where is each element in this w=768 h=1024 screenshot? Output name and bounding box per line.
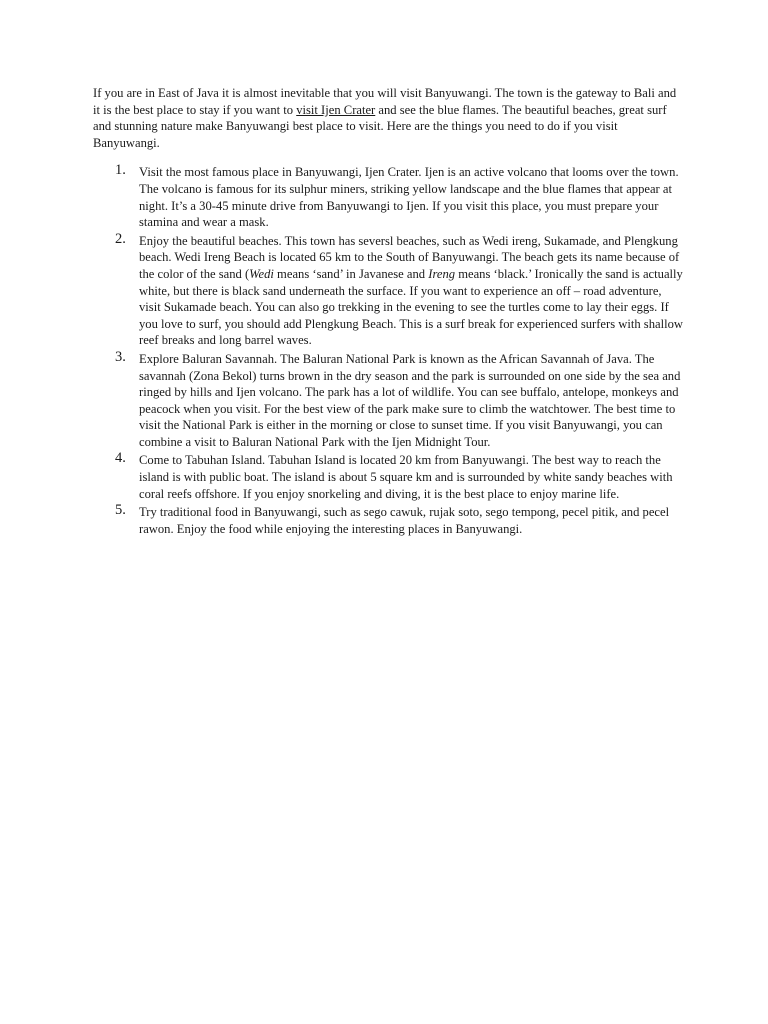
list-item-text: Come to Tabuhan Island. Tabuhan Island is located 20 km from Banyuwangi. The best way to reach the island is with public boat. The island is about 5 square km and is surrounded by white sandy beaches with coral reefs offshore. If you enjoy snorkeling and diving, it is the best place to enjoy marine life. xyxy=(139,453,673,501)
numbered-list xyxy=(93,164,683,537)
list-item-1 xyxy=(93,164,683,230)
list-item-5 xyxy=(93,504,683,537)
italic-word-wedi: Wedi xyxy=(249,266,274,281)
list-item-2 xyxy=(93,230,683,349)
list-number: 1. xyxy=(115,162,126,179)
list-item-4 xyxy=(93,452,683,502)
text-segment: means ‘black.’ Ironically the sand is actually white, but there is black sand underneath the surface. If you want to experience an off – road adventure, visit Sukamade beach. You can also go trekking in the evening to see the turtles come to lay their eggs. If you love to surf, you should add Plengkung Beach. This is a surf break for experienced surfers with shallow reef breaks and long barrel waves. xyxy=(139,266,683,348)
list-item-3 xyxy=(93,348,683,451)
text-segment: Enjoy the beautiful beaches. This town has seversl beaches, such as Wedi ireng, Sukamade, and Plengkung beach. Wedi Ireng Beach is located 65 km to the South of Banyuwangi. The beach gets its name because of the color of the sand ( xyxy=(139,233,680,281)
list-item-text: Try traditional food in Banyuwangi, such as sego cawuk, rujak soto, sego tempong, pecel pitik, and pecel rawon. Enjoy the food while enjoying the interesting places in Banyuwangi. xyxy=(139,505,670,536)
list-item-text xyxy=(139,234,683,348)
document-body xyxy=(93,85,683,539)
intro-paragraph xyxy=(93,85,683,151)
list-number: 5. xyxy=(115,502,126,519)
list-item-text: Explore Baluran Savannah. The Baluran National Park is known as the African Savannah of Java. The savannah (Zona Bekol) turns brown in the dry season and the park is surrounded on one side by the sea and ringed by hills and Ijen volcano. The park has a lot of wildlife. You can see buffalo, antelope, monkeys and peacock when you visit. For the best view of the park make sure to climb the watchtower. The best time to visit the National Park is either in the morning or close to sunset time. If you visit Banyuwangi, you can combine a visit to Baluran National Park with the Ijen Midnight Tour. xyxy=(139,351,681,449)
ijen-crater-link[interactable]: visit Ijen Crater xyxy=(296,102,376,117)
intro-text-before-link: If you are in East of Java it is almost inevitable that you will visit Banyuwangi. The town is the gateway to Bali and it is the best place to stay if you want to xyxy=(93,86,677,117)
italic-word-ireng: Ireng xyxy=(428,266,456,281)
intro-text-after-link: and see the blue flames. The beautiful beaches, great surf and stunning nature make Banyuwangi best place to visit. Here are the things you need to do if you visit Banyuwangi. xyxy=(93,102,667,150)
list-number: 3. xyxy=(115,348,126,365)
list-number: 4. xyxy=(115,450,126,467)
list-number: 2. xyxy=(115,230,126,247)
text-segment: means ‘sand’ in Javanese and xyxy=(273,266,429,281)
list-item-text: Visit the most famous place in Banyuwangi, Ijen Crater. Ijen is an active volcano that looms over the town. The volcano is famous for its sulphur miners, striking yellow landscape and the blue flames that appear at night. It’s a 30-45 minute drive from Banyuwangi to Ijen. If you visit this place, you must prepare your stamina and wear a mask. xyxy=(139,165,679,230)
